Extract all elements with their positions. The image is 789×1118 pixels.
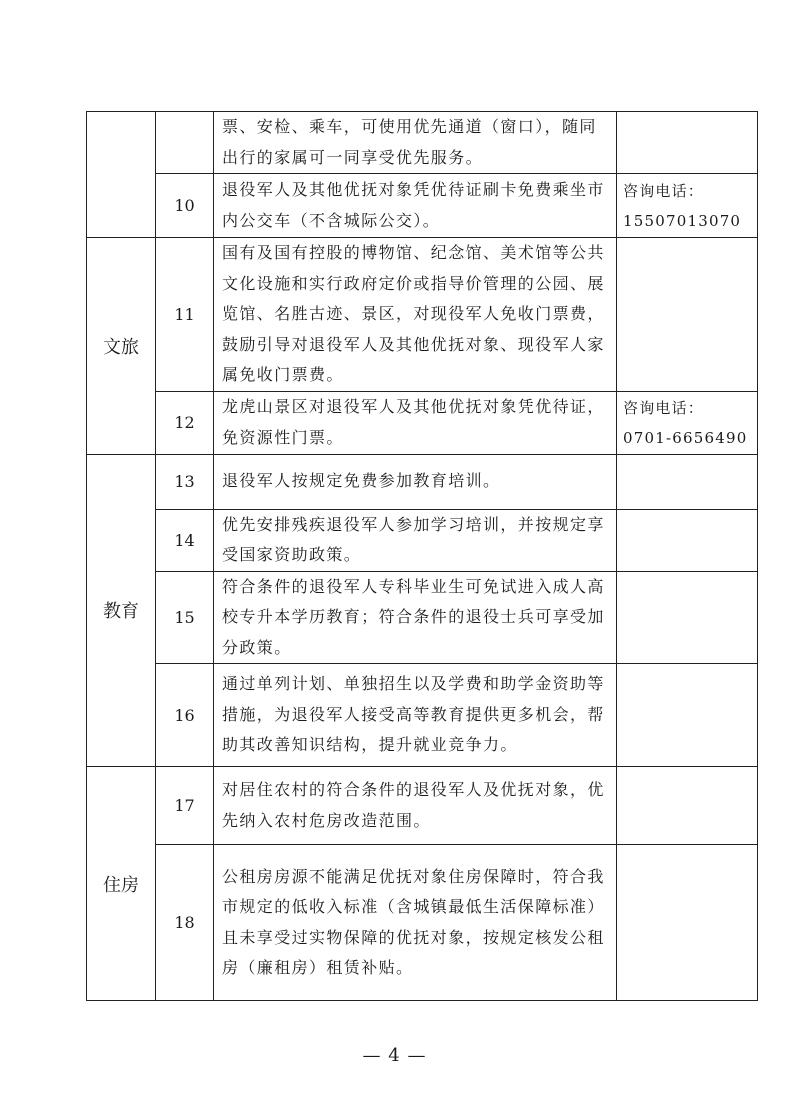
table-row [87,767,758,845]
row-description: 票、安检、乘车，可使用优先通道（窗口），随同出行的家属可一同享受优先服务。 [214,112,617,174]
row-note [617,238,758,392]
row-description: 退役军人及其他优抚对象凭优待证刷卡免费乘坐市内公交车（不含城际公交）。 [214,174,617,238]
row-note: 咨询电话：0701-6656490 [617,391,758,454]
category-label: 住房 [87,767,156,1001]
row-note [617,454,758,509]
row-description: 退役军人按规定免费参加教育培训。 [214,454,617,509]
table-row [87,845,758,1001]
table-row [87,664,758,767]
row-number: 14 [156,509,214,571]
row-number: 17 [156,767,214,845]
row-description: 公租房房源不能满足优抚对象住房保障时，符合我市规定的低收入标准（含城镇最低生活保障标准）且未享受过实物保障的优抚对象，按规定核发公租房（廉租房）租赁补贴。 [214,845,617,1001]
table-row [87,454,758,509]
row-number [156,112,214,174]
row-note [617,767,758,845]
row-description: 龙虎山景区对退役军人及其他优抚对象凭优待证，免资源性门票。 [214,391,617,454]
row-description: 国有及国有控股的博物馆、纪念馆、美术馆等公共文化设施和实行政府定价或指导价管理的公园、展览馆、名胜古迹、景区，对现役军人免收门票费，鼓励引导对退役军人及其他优抚对象、现役军人家属免收门票费。 [214,238,617,392]
category-label: 教育 [87,454,156,767]
table-row [87,571,758,664]
page-number: — 4 — [362,1045,427,1066]
row-note [617,571,758,664]
row-note: 咨询电话：15507013070 [617,174,758,238]
row-number: 11 [156,238,214,392]
category-label: 文旅 [87,238,156,455]
row-number: 13 [156,454,214,509]
row-number: 10 [156,174,214,238]
row-description: 符合条件的退役军人专科毕业生可免试进入成人高校专升本学历教育；符合条件的退役士兵可享受加分政策。 [214,571,617,664]
table-row [87,391,758,454]
row-note [617,664,758,767]
table-row [87,238,758,392]
benefits-table [86,111,758,1001]
row-description: 优先安排残疾退役军人参加学习培训，并按规定享受国家资助政策。 [214,509,617,571]
row-note [617,112,758,174]
row-description: 通过单列计划、单独招生以及学费和助学金资助等措施，为退役军人接受高等教育提供更多机会，帮助其改善知识结构，提升就业竞争力。 [214,664,617,767]
row-note [617,845,758,1001]
category-cell-continued [87,112,156,238]
row-note [617,509,758,571]
row-number: 18 [156,845,214,1001]
row-number: 15 [156,571,214,664]
table-row [87,174,758,238]
row-description: 对居住农村的符合条件的退役军人及优抚对象，优先纳入农村危房改造范围。 [214,767,617,845]
table-row [87,509,758,571]
row-number: 16 [156,664,214,767]
table-row [87,112,758,174]
row-number: 12 [156,391,214,454]
